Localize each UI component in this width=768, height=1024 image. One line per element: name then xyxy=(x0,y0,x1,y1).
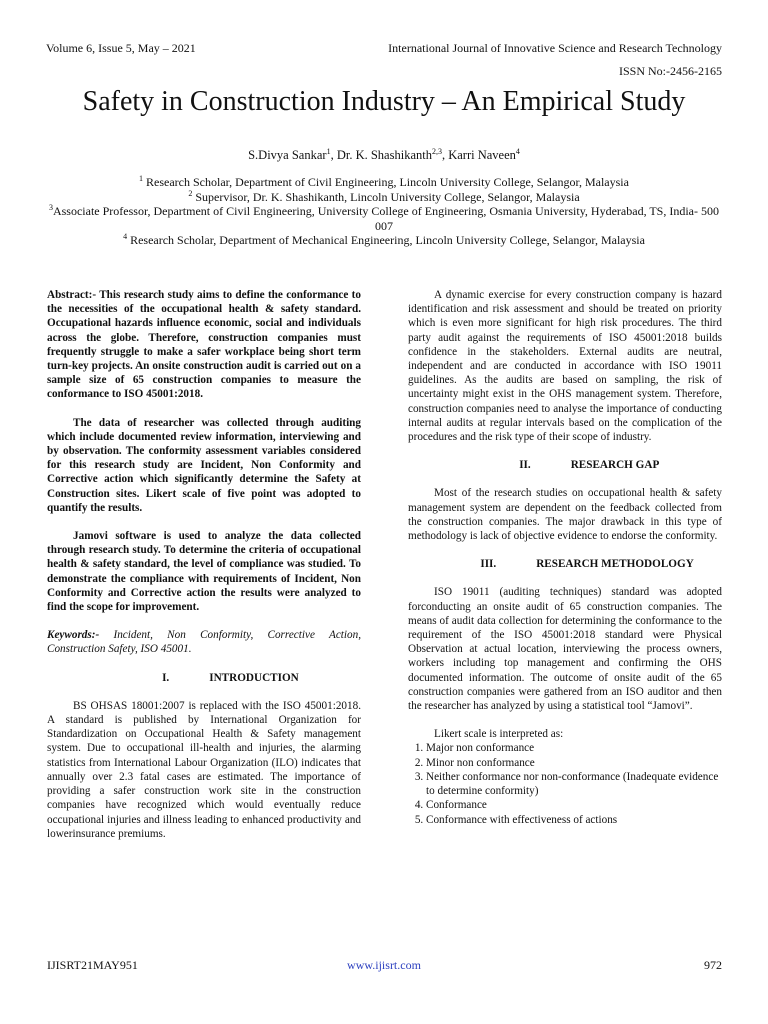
author-name: Karri Naveen xyxy=(448,148,516,162)
affiliations xyxy=(40,175,728,248)
author-sep: , xyxy=(441,148,449,162)
likert-intro: Likert scale is interpreted as: xyxy=(434,728,564,741)
affiliation xyxy=(40,233,728,248)
section-heading-research-gap xyxy=(408,458,722,472)
keywords-text: Incident, Non Conformity, Corrective Action, Construction Safety, ISO 45001. xyxy=(47,629,361,656)
affiliation-sup: 4 xyxy=(123,232,128,242)
body-paragraph: ISO 19011 (auditing techniques) standard was adopted forconducting an onsite audit of 65 construction companies. The means of audit data collection for determining the conformance to the requirement of the ISO 45001:2018 standard were Physical Observation at actual location, interviewing the process owners, workers including top management and confirming the OHS documented information. The outcome of onsite audit of the 65 construction companies were gathered from an ISO auditor and then the researcher has analyzed by using a statistical tool “Jamovi”. xyxy=(408,586,722,713)
affiliation xyxy=(40,175,728,190)
affiliation-sup: 1 xyxy=(139,174,144,183)
affiliation-text: Associate Professor, Department of Civil Engineering, University College of Engineering, Osmania University, Hyderabad, TS, India- 500 007 xyxy=(52,204,720,233)
section-number: III. xyxy=(480,558,497,571)
section-title: RESEARCH METHODOLOGY xyxy=(536,558,694,571)
section-heading-introduction xyxy=(47,671,361,685)
list-item: 1. Major non conformance xyxy=(426,741,722,755)
affiliation-text: Research Scholar, Department of Mechanical Engineering, Lincoln University College, Selangor, Malaysia xyxy=(127,233,645,248)
author-sep: , xyxy=(330,148,337,162)
affiliation xyxy=(40,204,728,233)
author-name: S.Divya Sankar xyxy=(248,148,327,162)
header-journal-name: International Journal of Innovative Science and Research Technology xyxy=(388,41,722,55)
author-sup: 2,3 xyxy=(431,146,442,156)
author-sup: 4 xyxy=(515,146,520,156)
body-paragraph: BS OHSAS 18001:2007 is replaced with the ISO 45001:2018. A standard is published by International Organization for Standardization on Occupational Health & Safety management system. Due to occupational ill-health and injuries, the alarming statistics from International Labour Organization (ILO) indicates that annually over 2.3 fatal cases are estimated. The importance of providing a safer construction work site in the construction companies have recognized which would eventually reduce occupational injuries and illness leading to enhanced productivity and lowerinsurance premiums. xyxy=(47,699,361,840)
section-number: II. xyxy=(519,459,531,472)
list-item: 4. Conformance xyxy=(426,798,722,812)
author-sup: 1 xyxy=(326,146,331,156)
body-paragraph: A dynamic exercise for every construction company is hazard identification and risk assessment and should be treated on priority which is even more significant for high risk procedures. The third party audit against the requirements of ISO 45001:2018 builds confidence in the stakeholders. External audits are neutral, independent and are conducted in accordance with ISO 19011 guidelines. As the audits are based on sampling, the risk of uncertainty might exist in the OHS management system. Therefore, construction companies need to analyse the importance of conducting internal audits at regular intervals based on the complication of the procedures and the risk type of their scope of industry. xyxy=(408,289,722,444)
abstract-paragraph: The data of researcher was collected through auditing which include documented review information, interviewing and by observation. The conformity assessment variables considered for this research study are Incident, Non Conformity and Corrective action which significantly determine the Safety at Construction sites. Likert scale of five point was adopted to quantify the results. xyxy=(47,416,361,514)
section-number: I. xyxy=(162,671,170,684)
affiliation-text: Supervisor, Dr. K. Shashikanth, Lincoln University College, Selangor, Malaysia xyxy=(192,189,580,204)
author-name: Dr. K. Shashikanth xyxy=(336,148,432,162)
paper-title: Safety in Construction Industry – An Empirical Study xyxy=(82,86,686,117)
header-volume: Volume 6, Issue 5, May – 2021 xyxy=(46,41,196,55)
affiliation-text: Research Scholar, Department of Civil Engineering, Lincoln University College, Selangor, Malaysia xyxy=(143,175,629,189)
abstract-paragraph: Jamovi software is used to analyze the data collected through research study. To determine the criteria of occupational health & safety standard, the level of compliance was studied. To demonstrate the compliance with requirements of Incident, Non Conformity and Corrective action the results were analyzed to find the scope for improvement. xyxy=(47,530,361,614)
left-column xyxy=(47,288,361,841)
author-list xyxy=(0,148,768,163)
section-title: INTRODUCTION xyxy=(209,671,299,684)
footer-page-number: 972 xyxy=(704,958,722,972)
footer-website-link[interactable]: www.ijisrt.com xyxy=(347,958,421,972)
list-item: 5. Conformance with effectiveness of actions xyxy=(426,813,722,827)
affiliation-sup: 2 xyxy=(188,188,193,198)
right-column xyxy=(408,288,722,827)
keywords xyxy=(47,628,361,656)
section-title: RESEARCH GAP xyxy=(570,459,660,472)
header-issn: ISSN No:-2456-2165 xyxy=(618,64,722,78)
abstract-paragraph: Abstract:- This research study aims to define the conformance to the necessities of the occupational health & safety standard. Occupational hazards influence economic, social and individuals across the globe. Therefore, construction companies must frequently struggle to make a safer workplace being short term turn-key projects. An onsite construction audit is carried out on a sample size of 65 construction companies to measure the conformance to ISO 45001:2018. xyxy=(47,289,361,401)
section-heading-research-methodology xyxy=(408,557,722,571)
footer-paper-id: IJISRT21MAY951 xyxy=(47,958,138,972)
affiliation-sup: 3 xyxy=(48,203,53,213)
list-item: 3. Neither conformance nor non-conformance (Inadequate evidence to determine conformity) xyxy=(426,770,722,798)
list-item: 2. Minor non conformance xyxy=(426,756,722,770)
likert-list xyxy=(408,741,722,826)
keywords-label: Keywords:- xyxy=(47,629,100,642)
affiliation xyxy=(40,190,728,205)
body-paragraph: Most of the research studies on occupational health & safety management system are dependent on the feedback collected from the construction companies. The major drawback in this type of methodology is lack of objective evidence to endorse the conformity. xyxy=(408,487,722,543)
